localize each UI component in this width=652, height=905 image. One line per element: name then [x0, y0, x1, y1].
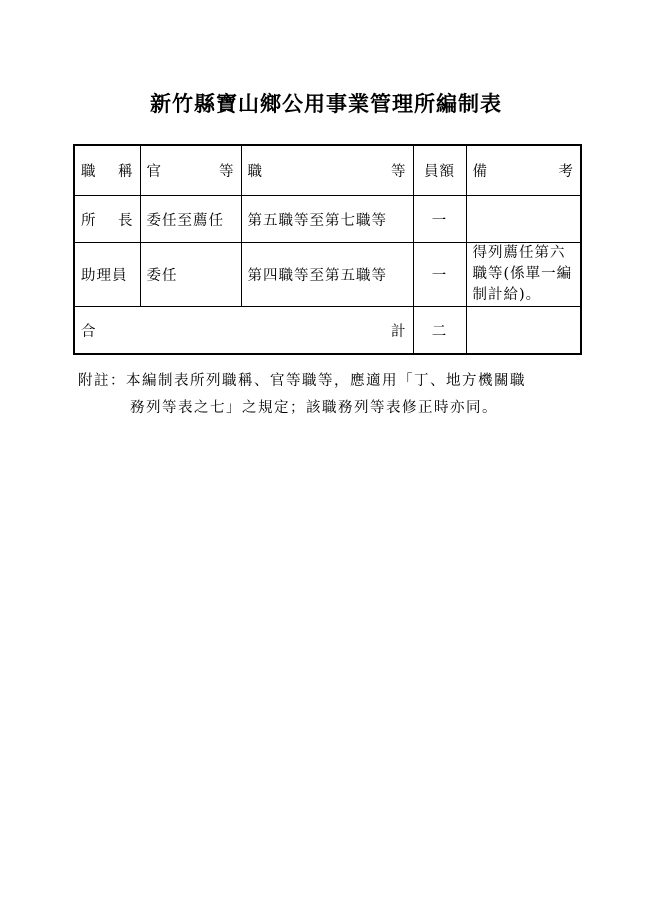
total-remark [466, 307, 581, 355]
header-rank [140, 145, 241, 196]
table-row [74, 243, 581, 307]
table-total-row [74, 307, 581, 355]
header-title [74, 145, 140, 196]
total-quota: 二 [413, 307, 466, 355]
header-title-char-2: 稱 [118, 164, 134, 180]
row-remark: 得列薦任第六職等(係單一編制計給)。 [466, 243, 581, 307]
row-title-char-1: 所 [81, 212, 97, 229]
footnote-line-2: 務列等表之七」之規定；該職務列等表修正時亦同。 [130, 400, 498, 416]
total-label-char-2: 計 [391, 323, 407, 340]
header-remark-char-2: 考 [558, 164, 574, 180]
header-rank-char-1: 官 [146, 164, 162, 180]
row-rank: 委任至薦任 [140, 196, 241, 243]
footnote-line-1: 附註：本編制表所列職稱、官等職等，應適用「丁、地方機關職 [78, 373, 526, 389]
staffing-table [73, 144, 582, 355]
header-rank-char-2: 等 [219, 164, 235, 180]
header-remark [466, 145, 581, 196]
footnote [78, 368, 583, 422]
row-remark [466, 196, 581, 243]
table-header-row [74, 145, 581, 196]
row-rank: 委任 [140, 243, 241, 307]
header-grade-char-2: 等 [391, 164, 407, 180]
row-title [74, 196, 140, 243]
header-remark-char-1: 備 [472, 164, 488, 180]
row-quota: 一 [413, 243, 466, 307]
page-title: 新竹縣寶山鄉公用事業管理所編制表 [150, 92, 502, 116]
total-label-char-1: 合 [81, 323, 97, 340]
header-grade [241, 145, 413, 196]
total-label [74, 307, 413, 355]
row-grade: 第五職等至第七職等 [241, 196, 413, 243]
row-title-char-2: 長 [118, 212, 134, 229]
table-row [74, 196, 581, 243]
header-grade-char-1: 職 [247, 164, 263, 180]
row-quota: 一 [413, 196, 466, 243]
row-title: 助理員 [74, 243, 140, 307]
header-quota: 員額 [413, 145, 466, 196]
row-grade: 第四職等至第五職等 [241, 243, 413, 307]
header-title-char-1: 職 [81, 164, 97, 180]
